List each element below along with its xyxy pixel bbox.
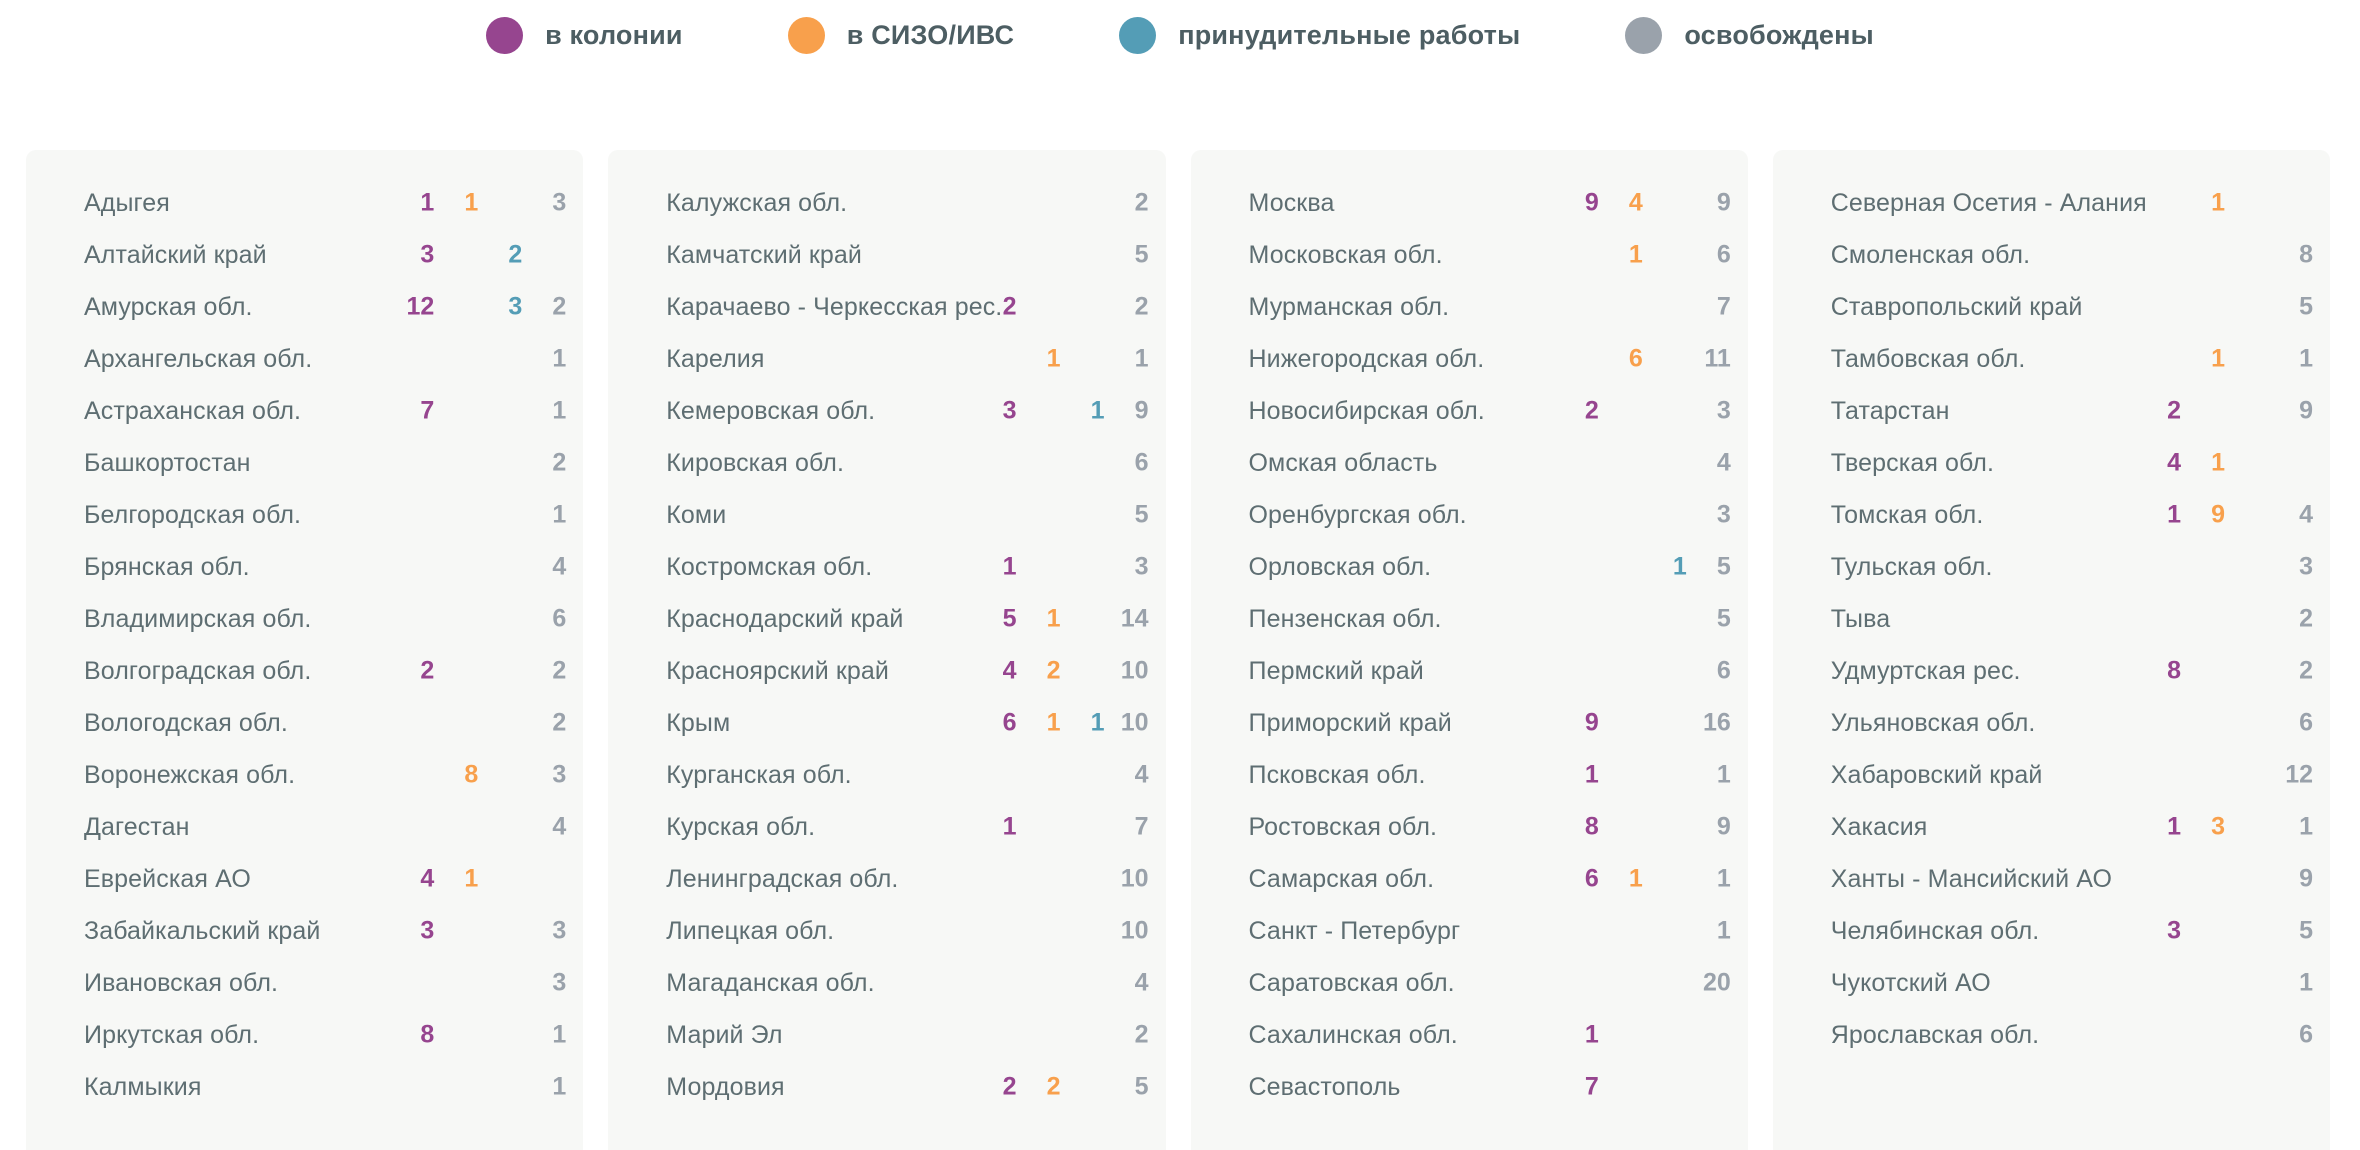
region-name: Марий Эл — [666, 1020, 783, 1049]
region-row — [84, 749, 566, 801]
region-name: Воронежская обл. — [84, 760, 296, 789]
region-row — [1831, 645, 2313, 697]
legend-label-colony: в колонии — [545, 19, 683, 50]
region-row — [666, 645, 1148, 697]
value-colony: 1 — [1002, 812, 1017, 841]
value-released: 9 — [2299, 396, 2313, 425]
value-released: 4 — [1134, 968, 1149, 997]
region-name: Томская обл. — [1830, 500, 1984, 529]
region-name: Пензенская обл. — [1248, 604, 1442, 633]
region-row — [1831, 1009, 2313, 1061]
legend-item-sizo[interactable] — [788, 17, 1014, 54]
value-released: 3 — [1716, 500, 1731, 529]
value-colony: 2 — [1584, 396, 1599, 425]
value-colony: 1 — [1584, 760, 1599, 789]
value-sizo: 1 — [2211, 448, 2225, 477]
value-colony: 2 — [1002, 292, 1017, 321]
region-row — [84, 489, 566, 541]
value-colony: 7 — [420, 396, 435, 425]
region-row — [1831, 749, 2313, 801]
region-row — [666, 333, 1148, 385]
region-row — [84, 853, 566, 905]
value-released: 2 — [552, 292, 567, 321]
region-row — [84, 801, 566, 853]
value-sizo: 1 — [1046, 604, 1061, 633]
value-released: 11 — [1704, 344, 1731, 373]
value-released: 2 — [1134, 188, 1149, 217]
region-row — [1249, 593, 1731, 645]
value-colony: 1 — [420, 188, 435, 217]
value-released: 3 — [552, 968, 567, 997]
value-colony: 3 — [1002, 396, 1017, 425]
region-name: Северная Осетия - Алания — [1830, 188, 2147, 217]
value-released: 5 — [1134, 500, 1149, 529]
region-row — [1249, 541, 1731, 593]
value-sizo: 3 — [2211, 812, 2225, 841]
region-row — [1249, 749, 1731, 801]
value-colony: 2 — [1002, 1072, 1017, 1101]
value-colony: 1 — [2167, 500, 2181, 529]
value-released: 10 — [1120, 708, 1149, 737]
value-released: 2 — [552, 448, 567, 477]
value-released: 16 — [1702, 708, 1731, 737]
value-sizo: 2 — [1046, 656, 1061, 685]
region-name: Калмыкия — [84, 1072, 202, 1101]
value-sizo: 1 — [464, 188, 479, 217]
value-released: 6 — [1716, 656, 1731, 685]
region-row — [1249, 853, 1731, 905]
value-released: 1 — [1134, 344, 1149, 373]
value-released: 10 — [1120, 864, 1149, 893]
region-row — [1831, 385, 2313, 437]
region-name: Ханты - Мансийский АО — [1830, 864, 2113, 893]
value-released: 6 — [552, 604, 567, 633]
value-colony: 4 — [420, 864, 435, 893]
region-row — [1831, 333, 2313, 385]
region-name: Пермский край — [1248, 656, 1424, 685]
region-row — [1831, 697, 2313, 749]
region-name: Хабаровский край — [1830, 760, 2043, 789]
legend-item-forced-labor[interactable] — [1119, 17, 1520, 54]
region-name: Приморский край — [1248, 708, 1452, 737]
legend-item-colony[interactable] — [486, 17, 683, 54]
region-row — [1831, 489, 2313, 541]
region-row — [84, 385, 566, 437]
region-row — [1249, 645, 1731, 697]
value-released: 4 — [1716, 448, 1731, 477]
value-released: 3 — [2299, 552, 2313, 581]
value-colony: 4 — [2167, 448, 2181, 477]
value-colony: 1 — [2167, 812, 2181, 841]
region-name: Курская обл. — [666, 812, 816, 841]
region-name: Тверская обл. — [1830, 448, 1995, 477]
regions-column-2 — [608, 150, 1165, 1150]
value-colony: 3 — [2167, 916, 2181, 945]
region-name: Омская область — [1248, 448, 1438, 477]
value-released: 5 — [2299, 292, 2313, 321]
region-row — [1831, 437, 2313, 489]
region-row — [84, 333, 566, 385]
region-row — [1831, 177, 2313, 229]
value-released: 2 — [552, 656, 567, 685]
region-row — [1831, 593, 2313, 645]
region-name: Красноярский край — [666, 656, 889, 685]
region-row — [1249, 177, 1731, 229]
sizo-dot-icon — [788, 17, 825, 54]
region-row — [1831, 853, 2313, 905]
value-released: 4 — [2299, 500, 2313, 529]
value-sizo: 1 — [2211, 344, 2225, 373]
value-colony: 8 — [2167, 656, 2181, 685]
value-colony: 8 — [420, 1020, 435, 1049]
region-name: Адыгея — [84, 188, 170, 217]
value-colony: 9 — [1584, 708, 1599, 737]
region-row — [84, 541, 566, 593]
value-released: 20 — [1702, 968, 1731, 997]
region-row — [1249, 385, 1731, 437]
region-name: Архангельская обл. — [84, 344, 313, 373]
value-released: 5 — [1134, 1072, 1149, 1101]
region-name: Карелия — [666, 344, 765, 373]
value-sizo: 1 — [1628, 240, 1643, 269]
region-name: Ростовская обл. — [1248, 812, 1438, 841]
region-name: Ярославская обл. — [1830, 1020, 2040, 1049]
value-released: 4 — [552, 812, 567, 841]
region-row — [84, 905, 566, 957]
value-colony: 4 — [1002, 656, 1017, 685]
legend — [0, 0, 2360, 60]
region-name: Камчатский край — [666, 240, 862, 269]
value-released: 2 — [1134, 292, 1149, 321]
region-name: Орловская обл. — [1248, 552, 1432, 581]
region-name: Забайкальский край — [84, 916, 321, 945]
value-colony: 6 — [1584, 864, 1599, 893]
region-name: Краснодарский край — [666, 604, 904, 633]
value-released: 3 — [1134, 552, 1149, 581]
value-released: 3 — [1716, 396, 1731, 425]
region-row — [666, 281, 1148, 333]
region-name: Тульская обл. — [1830, 552, 1993, 581]
region-name: Ульяновская обл. — [1830, 708, 2036, 737]
region-name: Карачаево - Черкесская рес. — [666, 292, 1003, 321]
region-name: Липецкая обл. — [666, 916, 835, 945]
value-colony: 2 — [2167, 396, 2181, 425]
value-released: 5 — [1134, 240, 1149, 269]
region-row — [1249, 697, 1731, 749]
legend-item-released[interactable] — [1625, 17, 1874, 54]
region-row — [1831, 541, 2313, 593]
region-name: Севастополь — [1248, 1072, 1401, 1101]
value-released: 1 — [1716, 916, 1731, 945]
value-forced: 1 — [1090, 396, 1105, 425]
region-row — [84, 957, 566, 1009]
region-name: Владимирская обл. — [84, 604, 312, 633]
region-row — [84, 1009, 566, 1061]
region-row — [666, 489, 1148, 541]
value-released: 1 — [552, 344, 567, 373]
value-released: 5 — [2299, 916, 2313, 945]
value-released: 4 — [1134, 760, 1149, 789]
value-released: 3 — [552, 188, 567, 217]
region-name: Удмуртская рес. — [1830, 656, 2021, 685]
region-name: Алтайский край — [84, 240, 267, 269]
region-name: Москва — [1248, 188, 1335, 217]
legend-label-released: освобождены — [1684, 19, 1874, 50]
region-row — [666, 957, 1148, 1009]
regions-column-4 — [1773, 150, 2330, 1150]
value-released: 9 — [1134, 396, 1149, 425]
region-row — [1831, 957, 2313, 1009]
value-colony: 2 — [420, 656, 435, 685]
value-released: 3 — [552, 916, 567, 945]
region-name: Калужская обл. — [666, 188, 848, 217]
region-name: Кемеровская обл. — [666, 396, 876, 425]
value-sizo: 1 — [1046, 344, 1061, 373]
value-released: 14 — [1120, 604, 1149, 633]
region-name: Мордовия — [666, 1072, 785, 1101]
value-sizo: 9 — [2211, 500, 2225, 529]
region-name: Вологодская обл. — [84, 708, 288, 737]
region-row — [666, 697, 1148, 749]
region-name: Башкортостан — [84, 448, 251, 477]
value-released: 5 — [1716, 604, 1731, 633]
region-row — [1249, 489, 1731, 541]
value-released: 3 — [552, 760, 567, 789]
value-released: 1 — [552, 500, 567, 529]
value-forced: 3 — [508, 292, 523, 321]
value-sizo: 1 — [464, 864, 479, 893]
value-sizo: 4 — [1628, 188, 1643, 217]
value-sizo: 6 — [1628, 344, 1643, 373]
region-row — [84, 593, 566, 645]
value-released: 9 — [1716, 812, 1731, 841]
value-released: 2 — [2299, 656, 2313, 685]
region-name: Кировская обл. — [666, 448, 844, 477]
value-released: 6 — [2299, 708, 2313, 737]
region-row — [666, 541, 1148, 593]
region-row — [1249, 229, 1731, 281]
forced-labor-dot-icon — [1119, 17, 1156, 54]
legend-label-sizo: в СИЗО/ИВС — [846, 19, 1015, 50]
value-released: 6 — [2299, 1020, 2313, 1049]
region-row — [1249, 1061, 1731, 1113]
value-colony: 5 — [1002, 604, 1017, 633]
region-row — [1249, 1009, 1731, 1061]
region-name: Татарстан — [1830, 396, 1950, 425]
region-row — [1249, 281, 1731, 333]
region-row — [1831, 229, 2313, 281]
region-name: Саратовская обл. — [1248, 968, 1455, 997]
region-row — [666, 177, 1148, 229]
region-name: Астраханская обл. — [84, 396, 302, 425]
region-name: Тамбовская обл. — [1830, 344, 2026, 373]
region-name: Смоленская обл. — [1830, 240, 2031, 269]
region-row — [84, 437, 566, 489]
value-released: 10 — [1120, 656, 1149, 685]
value-released: 1 — [552, 1020, 567, 1049]
region-row — [666, 593, 1148, 645]
value-released: 7 — [1716, 292, 1731, 321]
value-released: 1 — [552, 396, 567, 425]
region-name: Магаданская обл. — [666, 968, 875, 997]
region-row — [666, 1061, 1148, 1113]
value-released: 9 — [2299, 864, 2313, 893]
region-name: Сахалинская обл. — [1248, 1020, 1458, 1049]
region-name: Мурманская обл. — [1248, 292, 1450, 321]
region-name: Челябинская обл. — [1830, 916, 2040, 945]
legend-label-forced-labor: принудительные работы — [1178, 19, 1521, 50]
region-row — [1249, 437, 1731, 489]
region-row — [1249, 801, 1731, 853]
regions-column-1 — [26, 150, 583, 1150]
region-name: Ставропольский край — [1830, 292, 2083, 321]
value-released: 1 — [1716, 760, 1731, 789]
region-row — [1249, 905, 1731, 957]
region-name: Белгородская обл. — [84, 500, 302, 529]
value-sizo: 1 — [1046, 708, 1061, 737]
region-name: Брянская обл. — [84, 552, 250, 581]
region-row — [666, 905, 1148, 957]
region-name: Крым — [666, 708, 731, 737]
region-name: Самарская обл. — [1248, 864, 1435, 893]
value-released: 1 — [2299, 344, 2313, 373]
regions-grid — [0, 150, 2360, 1150]
value-colony: 8 — [1584, 812, 1599, 841]
value-colony: 9 — [1584, 188, 1599, 217]
value-released: 10 — [1120, 916, 1149, 945]
region-row — [666, 853, 1148, 905]
region-name: Тыва — [1830, 604, 1891, 633]
value-released: 2 — [2299, 604, 2313, 633]
region-row — [666, 229, 1148, 281]
value-sizo: 2 — [1046, 1072, 1061, 1101]
region-name: Костромская обл. — [666, 552, 873, 581]
region-row — [666, 801, 1148, 853]
region-name: Дагестан — [84, 812, 190, 841]
region-row — [84, 645, 566, 697]
value-released: 2 — [1134, 1020, 1149, 1049]
region-row — [666, 437, 1148, 489]
value-sizo: 1 — [2211, 188, 2225, 217]
region-name: Амурская обл. — [84, 292, 253, 321]
value-released: 5 — [1716, 552, 1731, 581]
region-name: Иркутская обл. — [84, 1020, 260, 1049]
region-name: Ивановская обл. — [84, 968, 279, 997]
value-colony: 3 — [420, 240, 435, 269]
region-name: Московская обл. — [1248, 240, 1443, 269]
value-colony: 1 — [1584, 1020, 1599, 1049]
region-row — [84, 697, 566, 749]
value-released: 4 — [552, 552, 567, 581]
value-released: 6 — [1716, 240, 1731, 269]
value-released: 12 — [2285, 760, 2313, 789]
value-released: 1 — [552, 1072, 567, 1101]
value-released: 1 — [2299, 812, 2313, 841]
region-row — [666, 1009, 1148, 1061]
region-name: Волгоградская обл. — [84, 656, 312, 685]
value-colony: 3 — [420, 916, 435, 945]
region-row — [1831, 281, 2313, 333]
value-colony: 12 — [406, 292, 435, 321]
value-sizo: 1 — [1628, 864, 1643, 893]
region-name: Еврейская АО — [84, 864, 251, 893]
region-row — [666, 749, 1148, 801]
region-row — [84, 229, 566, 281]
value-released: 7 — [1134, 812, 1149, 841]
value-sizo: 8 — [464, 760, 479, 789]
region-row — [1249, 333, 1731, 385]
region-name: Чукотский АО — [1830, 968, 1991, 997]
regions-column-3 — [1191, 150, 1748, 1150]
region-name: Санкт - Петербург — [1248, 916, 1461, 945]
region-name: Оренбургская обл. — [1248, 500, 1467, 529]
value-colony: 7 — [1584, 1072, 1599, 1101]
value-colony: 1 — [1002, 552, 1017, 581]
region-row — [666, 385, 1148, 437]
value-released: 2 — [552, 708, 567, 737]
region-name: Хакасия — [1830, 812, 1928, 841]
region-name: Ленинградская обл. — [666, 864, 899, 893]
colony-dot-icon — [486, 17, 523, 54]
value-released: 1 — [1716, 864, 1731, 893]
region-row — [84, 281, 566, 333]
value-forced: 1 — [1090, 708, 1105, 737]
value-released: 6 — [1134, 448, 1149, 477]
region-row — [84, 1061, 566, 1113]
region-row — [84, 177, 566, 229]
value-colony: 6 — [1002, 708, 1017, 737]
region-name: Псковская обл. — [1248, 760, 1426, 789]
region-row — [1831, 801, 2313, 853]
released-dot-icon — [1625, 17, 1662, 54]
value-released: 9 — [1716, 188, 1731, 217]
region-name: Новосибирская обл. — [1248, 396, 1485, 425]
value-released: 8 — [2299, 240, 2313, 269]
region-name: Нижегородская обл. — [1248, 344, 1485, 373]
region-name: Курганская обл. — [666, 760, 852, 789]
region-row — [1831, 905, 2313, 957]
value-forced: 2 — [508, 240, 523, 269]
value-forced: 1 — [1672, 552, 1687, 581]
region-row — [1249, 957, 1731, 1009]
value-released: 1 — [2299, 968, 2313, 997]
region-name: Коми — [666, 500, 727, 529]
